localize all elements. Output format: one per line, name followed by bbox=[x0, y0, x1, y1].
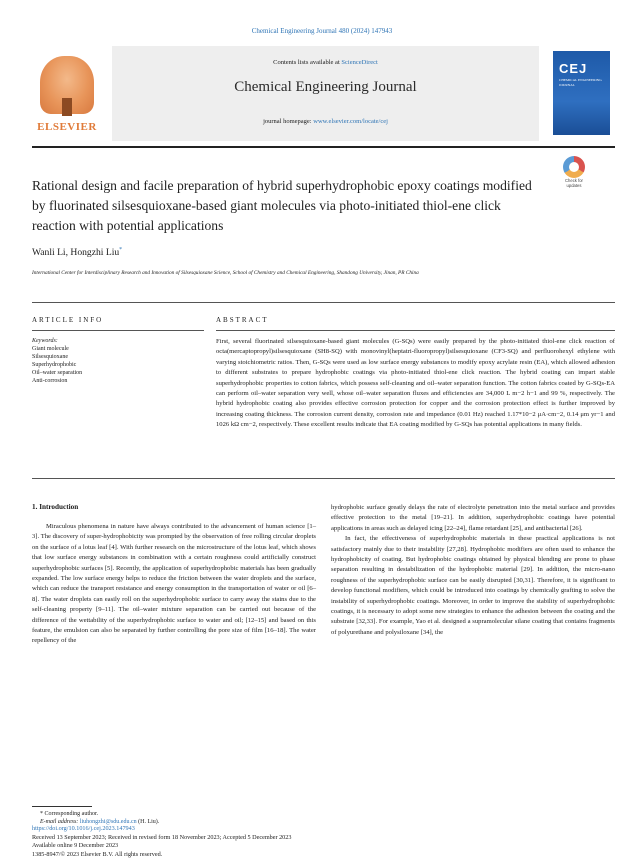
keywords-label: Keywords: bbox=[32, 337, 204, 345]
keyword: Anti-corrosion bbox=[32, 377, 204, 385]
keyword: Giant molecule bbox=[32, 345, 204, 353]
available-online: Available online 9 December 2023 bbox=[32, 842, 291, 851]
keywords bbox=[32, 337, 204, 385]
corresponding-label: Corresponding author. bbox=[45, 811, 99, 817]
keyword: Silsesquioxane bbox=[32, 353, 204, 361]
contents-line bbox=[112, 59, 539, 66]
check-updates-label: Check for updates bbox=[558, 178, 590, 188]
header-divider bbox=[32, 146, 615, 148]
homepage-line bbox=[112, 118, 539, 125]
body-paragraph: In fact, the effectiveness of superhydrophobic materials in these practical applications is not satisfactory mainly due to their instability [27,28]. Hydrophobic modifiers are often used to enhance the hydrophobicity of coating. But hydrophobic coatings obtained by physical blending are prone to phase separation resulting in destabilization of the hydrophobic material [29]. In addition, the micro-nano roughness of the superhydrophobic surface can be easily disrupted [30,31]. Therefore, it is significant to develop functional modifiers, which could be introduced into coatings by chemically grafting to solve the instability of superhydrophobic coatings. Moreover, in order to improve the stability of superhydrophobic coatings, it is necessary to adopt some new strategies to enhance the adhesion between the coating and the substrate [32,33]. For example, Yao et al. designed a supramolecular silane coating that contains fragments of polyurethane and polysiloxane [34], the bbox=[331, 534, 615, 638]
body-paragraph: hydrophobic surface greatly delays the rate of electrolyte penetration into the metal surface and provides effective protection to the metal [19–21]. In addition, superhydrophobic coatings have potential applications in areas such as delayed icing [22–24], flame retardant [25], and antibacterial [26]. bbox=[331, 503, 615, 534]
introduction-heading: 1. Introduction bbox=[32, 503, 78, 511]
journal-title: Chemical Engineering Journal bbox=[112, 79, 539, 96]
divider bbox=[216, 330, 615, 331]
divider bbox=[32, 478, 615, 479]
email-suffix: (H. Liu). bbox=[138, 819, 159, 825]
body-column-left bbox=[32, 522, 316, 647]
email-label: E-mail address: bbox=[40, 819, 78, 825]
abstract-text: First, several fluorinated silsesquioxane-based giant molecules (G-SQs) were easily prepared by the photo-initiated thiol-ene click reaction of octa(mercaptopropyl)silsesquioxane (SH8-SQ) with monovinyl(heptatri-fluoropropyl)silsesquioxane (CF3-SQ) and perfluorohexyl ethylene with varying stoichiometric ratios. Then, G-SQs were used as low surface energy substances to modify epoxy acrylate resin (EA), which allowed adhesion to different substrates to prepare hydrophobic coatings via photo-initiated thiol-ene click reaction. The hybrid coating can impart stable superhydrophobic properties to cotton fabrics, which possess self-cleaning and oil–water separation function. The cotton fabrics coated by G-SQs-EA can perform oil–water separation very well, whose oil–water separation fluxes and efficiencies are 34,000 L m−2 h−1 and 99 %, respectively. The hybrid hydrophobic coating also provides effective corrosion protection for copper and the corrosion protection effect is further improved by increasing coating thickness. The corrosion current density, corrosion rate and impedance (0.01 Hz) reached 1.17*10−2 μA·cm−2, 0.14 μm yr−1 and 1026 kΩ cm−2, respectively. These excellent results indicate that EA coating modified by G-SQs has potential applications in many fields. bbox=[216, 337, 615, 431]
affiliation: International Center for Interdisciplinary Research and Innovation of Silsesquioxane Science, School of Chemistry and Chemical Engineering, Shandong University, Jinan, PR China bbox=[32, 269, 562, 278]
authors bbox=[32, 247, 122, 258]
author-names: Wanli Li, Hongzhi Liu bbox=[32, 247, 119, 258]
check-updates-icon bbox=[563, 156, 585, 178]
footnote-mark: * bbox=[40, 811, 43, 817]
masthead bbox=[32, 46, 615, 141]
publisher-name: ELSEVIER bbox=[32, 121, 102, 133]
keyword: Superhydrophobic bbox=[32, 361, 204, 369]
journal-banner bbox=[112, 46, 539, 141]
elsevier-logo[interactable] bbox=[32, 54, 102, 136]
doi-link[interactable]: https://doi.org/10.1016/j.cej.2023.147943 bbox=[32, 825, 291, 834]
sciencedirect-link[interactable]: ScienceDirect bbox=[341, 59, 377, 66]
copyright: 1385-8947/© 2023 Elsevier B.V. All rights reserved. bbox=[32, 851, 291, 859]
footer bbox=[32, 825, 291, 859]
paper-title: Rational design and facile preparation of hybrid superhydrophobic epoxy coatings modified by fluorinated silsesquioxane-based giant molecules via photo-initiated thiol-ene click reaction with potential applications bbox=[32, 176, 542, 236]
check-for-updates-button[interactable] bbox=[558, 156, 590, 188]
footnote-divider bbox=[32, 806, 92, 807]
keyword: Oil–water separation bbox=[32, 369, 204, 377]
body-column-right bbox=[331, 503, 615, 638]
email-link[interactable]: liuhongzhi@sdu.edu.cn bbox=[80, 819, 137, 825]
divider bbox=[32, 302, 615, 303]
homepage-prefix: journal homepage: bbox=[263, 118, 313, 125]
journal-reference-link[interactable]: Chemical Engineering Journal 480 (2024) 147943 bbox=[0, 27, 644, 35]
trunk-icon bbox=[62, 98, 72, 116]
article-info-heading: ARTICLE INFO bbox=[32, 316, 103, 324]
abstract-heading: ABSTRACT bbox=[216, 316, 269, 324]
cover-title: CEJ bbox=[559, 61, 587, 76]
body-paragraph: Miraculous phenomena in nature have always contributed to the advancement of human science [1–3]. The discovery of super-hydrophobicity was prompted by the observation of free rolling circular droplets on the surface of a lotus leaf [4]. With further research on the microstructure of the lotus leaf, which shows that low surface energy substances in combination with a certain roughness could artificially construct superhydrophobic surfaces [5]. Recently, the application of superhydrophobic materials has been gradually expanded. The low surface energy helps to reduce the friction between the water droplets and the surface, which can reduce the transport resistance and energy consumption in the transportation of water or oil [6–8]. The water droplets can easily roll on the superhydrophobic surface to carry away the stains due to the self-cleaning property [9–11]. The oil–water mixture separation can be carried out because of the difference of the wettability of the superhydrophobic surface to water and oil; [12–15] and based on this feature, the emulsion can also be separated by further controlling the pore size of film [16–18]. The water repellency of the bbox=[32, 522, 316, 647]
journal-cover[interactable] bbox=[553, 51, 610, 135]
cover-subtitle: CHEMICAL ENGINEERING JOURNAL bbox=[559, 78, 605, 87]
footnote bbox=[40, 810, 159, 826]
corresponding-author-mark[interactable]: * bbox=[119, 247, 122, 253]
received-dates: Received 13 September 2023; Received in revised form 18 November 2023; Accepted 5 December 2023 bbox=[32, 834, 291, 843]
homepage-link[interactable]: www.elsevier.com/locate/cej bbox=[313, 118, 388, 125]
contents-prefix: Contents lists available at bbox=[273, 59, 341, 66]
divider bbox=[32, 330, 204, 331]
